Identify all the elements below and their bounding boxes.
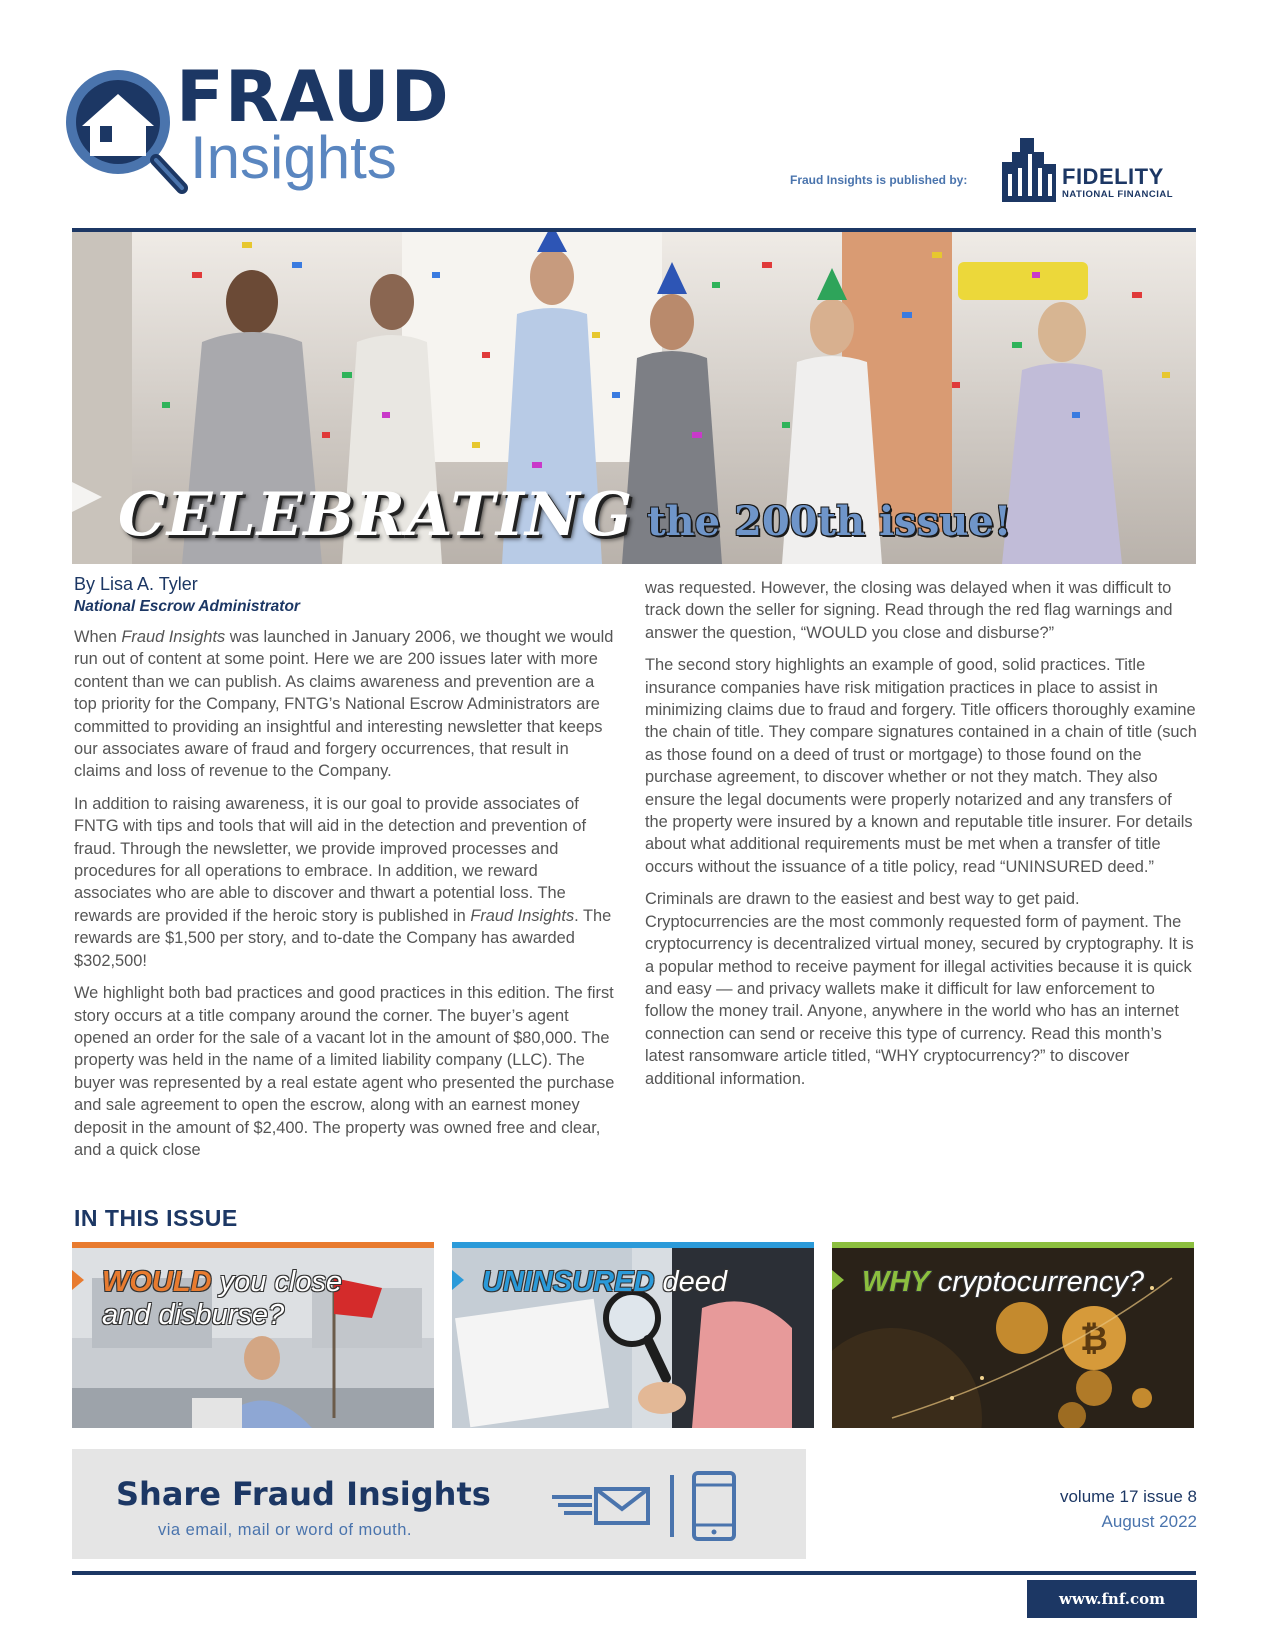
hero-title bbox=[118, 480, 1011, 550]
bottom-divider bbox=[72, 1571, 1196, 1575]
logo-fraud-text: FRAUD bbox=[176, 56, 450, 138]
share-box bbox=[72, 1449, 806, 1559]
article-column-left bbox=[74, 626, 616, 1171]
article-paragraph: Criminals are drawn to the easiest and best way to get paid. Cryptocurrencies are the most commonly requested form of payment. The cryptocurrency is decentralized virtual money, secured by cryptography. It is a popular method to receive payment for illegal activities because it is quick and easy — and privacy wallets make it difficult for law enforcement to follow the money trail. Anyone, anywhere in the world who has an internet connection can send or receive this type of currency. Read this month’s latest ransomware article titled, “WHY cryptocurrency?” to discover additional information. bbox=[645, 890, 1194, 1088]
logo-insights-text: Insights bbox=[190, 124, 397, 191]
svg-text:₿: ₿ bbox=[1080, 1319, 1108, 1359]
share-icons bbox=[552, 1471, 762, 1541]
article-paragraph: was requested. However, the closing was delayed when it was difficult to track down the seller for signing. Read through the red flag warnings and answer the question, “WOULD you close and disburse?” bbox=[645, 579, 1173, 642]
in-this-issue-heading: IN THIS ISSUE bbox=[74, 1205, 238, 1231]
byline-role: National Escrow Administrator bbox=[74, 598, 300, 615]
article-column-right bbox=[645, 577, 1197, 1100]
card-title: WOULD you close and disburse? bbox=[102, 1266, 343, 1331]
issue-card-would-you-close[interactable] bbox=[72, 1242, 434, 1428]
issue-volume: volume 17 issue 8 bbox=[1059, 1487, 1197, 1506]
card-title: UNINSURED deed bbox=[482, 1266, 727, 1298]
article-paragraph: When Fraud Insights was launched in January 2006, we thought we would run out of content at some point. Here we are 200 issues later with more content than we can publish. As claims awareness and prevention are a top priority for the Company, FNTG’s National Escrow Administrators are committed to providing an insightful and interesting newsletter that keeps our associates aware of fraud and forgery occurrences, that result in claims and loss of revenue to the Company. bbox=[74, 628, 614, 781]
fraud-insights-logo bbox=[60, 58, 460, 208]
hero-title-issue: the 200th issue! bbox=[647, 498, 1012, 545]
card-arrow-icon bbox=[452, 1270, 464, 1290]
card-image bbox=[832, 1248, 1194, 1428]
share-title: Share Fraud Insights bbox=[116, 1475, 491, 1513]
card-image bbox=[452, 1248, 814, 1428]
issue-date: August 2022 bbox=[1101, 1512, 1197, 1531]
card-image bbox=[72, 1248, 434, 1428]
fnf-building-icon bbox=[1000, 134, 1060, 204]
issue-card-why-cryptocurrency[interactable] bbox=[832, 1242, 1194, 1428]
share-subtitle: via email, mail or word of mouth. bbox=[158, 1521, 413, 1539]
article-paragraph: In addition to raising awareness, it is our goal to provide associates of FNTG with tips and tools that will aid in the detection and prevention of fraud. Through the newsletter, we provide improved processes and procedures for all operations to embrace. In addition, we reward associates who are able to discover and thwart a potential loss. The rewards are provided if the heroic story is published in Fraud Insights. The rewards are $1,500 per story, and to-date the Company has awarded $302,500! bbox=[74, 794, 612, 970]
email-icon bbox=[552, 1489, 648, 1523]
website-text: www.fnf.com bbox=[1059, 1590, 1165, 1608]
byline-author: By Lisa A. Tyler bbox=[74, 574, 198, 594]
card-arrow-icon bbox=[72, 1270, 84, 1290]
article-paragraph: The second story highlights an example of good, solid practices. Title insurance companies have risk mitigation practices in place to assist in minimizing claims due to fraud and forgery. Title officers thoroughly examine the chain of title. They compare signatures contained in a chain of title (such as those found on a deed of trust or mortgage) to those found on the purchase agreement, to discover whether or not they match. They also ensure the legal documents were properly notarized and any transfers of the property were insured by a known and reputable title insurer. For details about what additional requirements must be met when a transfer of title occurs without the issuance of a title policy, read “UNINSURED deed.” bbox=[645, 656, 1197, 876]
issue-card-uninsured-deed[interactable] bbox=[452, 1242, 814, 1428]
card-title: WHY cryptocurrency? bbox=[862, 1266, 1145, 1298]
card-arrow-icon bbox=[832, 1270, 844, 1290]
fnf-subname: NATIONAL FINANCIAL bbox=[1062, 189, 1174, 200]
published-by-label: Fraud Insights is published by: bbox=[790, 173, 968, 187]
hero-banner bbox=[72, 232, 1196, 564]
phone-icon bbox=[694, 1473, 734, 1539]
article-paragraph: We highlight both bad practices and good practices in this edition. The first story occurs at a title company around the corner. The buyer’s agent opened an order for the sale of a vacant lot in the amount of $80,000. The property was held in the name of a limited liability company (LLC). The buyer was represented by a real estate agent who presented the purchase and sale agreement to open the escrow, along with an earnest money deposit in the amount of $2,400. The property was owned free and clear, and a quick close bbox=[74, 984, 615, 1159]
fidelity-logo bbox=[1000, 134, 1200, 204]
hero-title-celebrating: CELEBRATING bbox=[118, 480, 634, 550]
magnifier-house-icon bbox=[60, 64, 190, 200]
website-link[interactable] bbox=[1027, 1580, 1197, 1618]
fnf-name: FIDELITY bbox=[1062, 164, 1164, 189]
